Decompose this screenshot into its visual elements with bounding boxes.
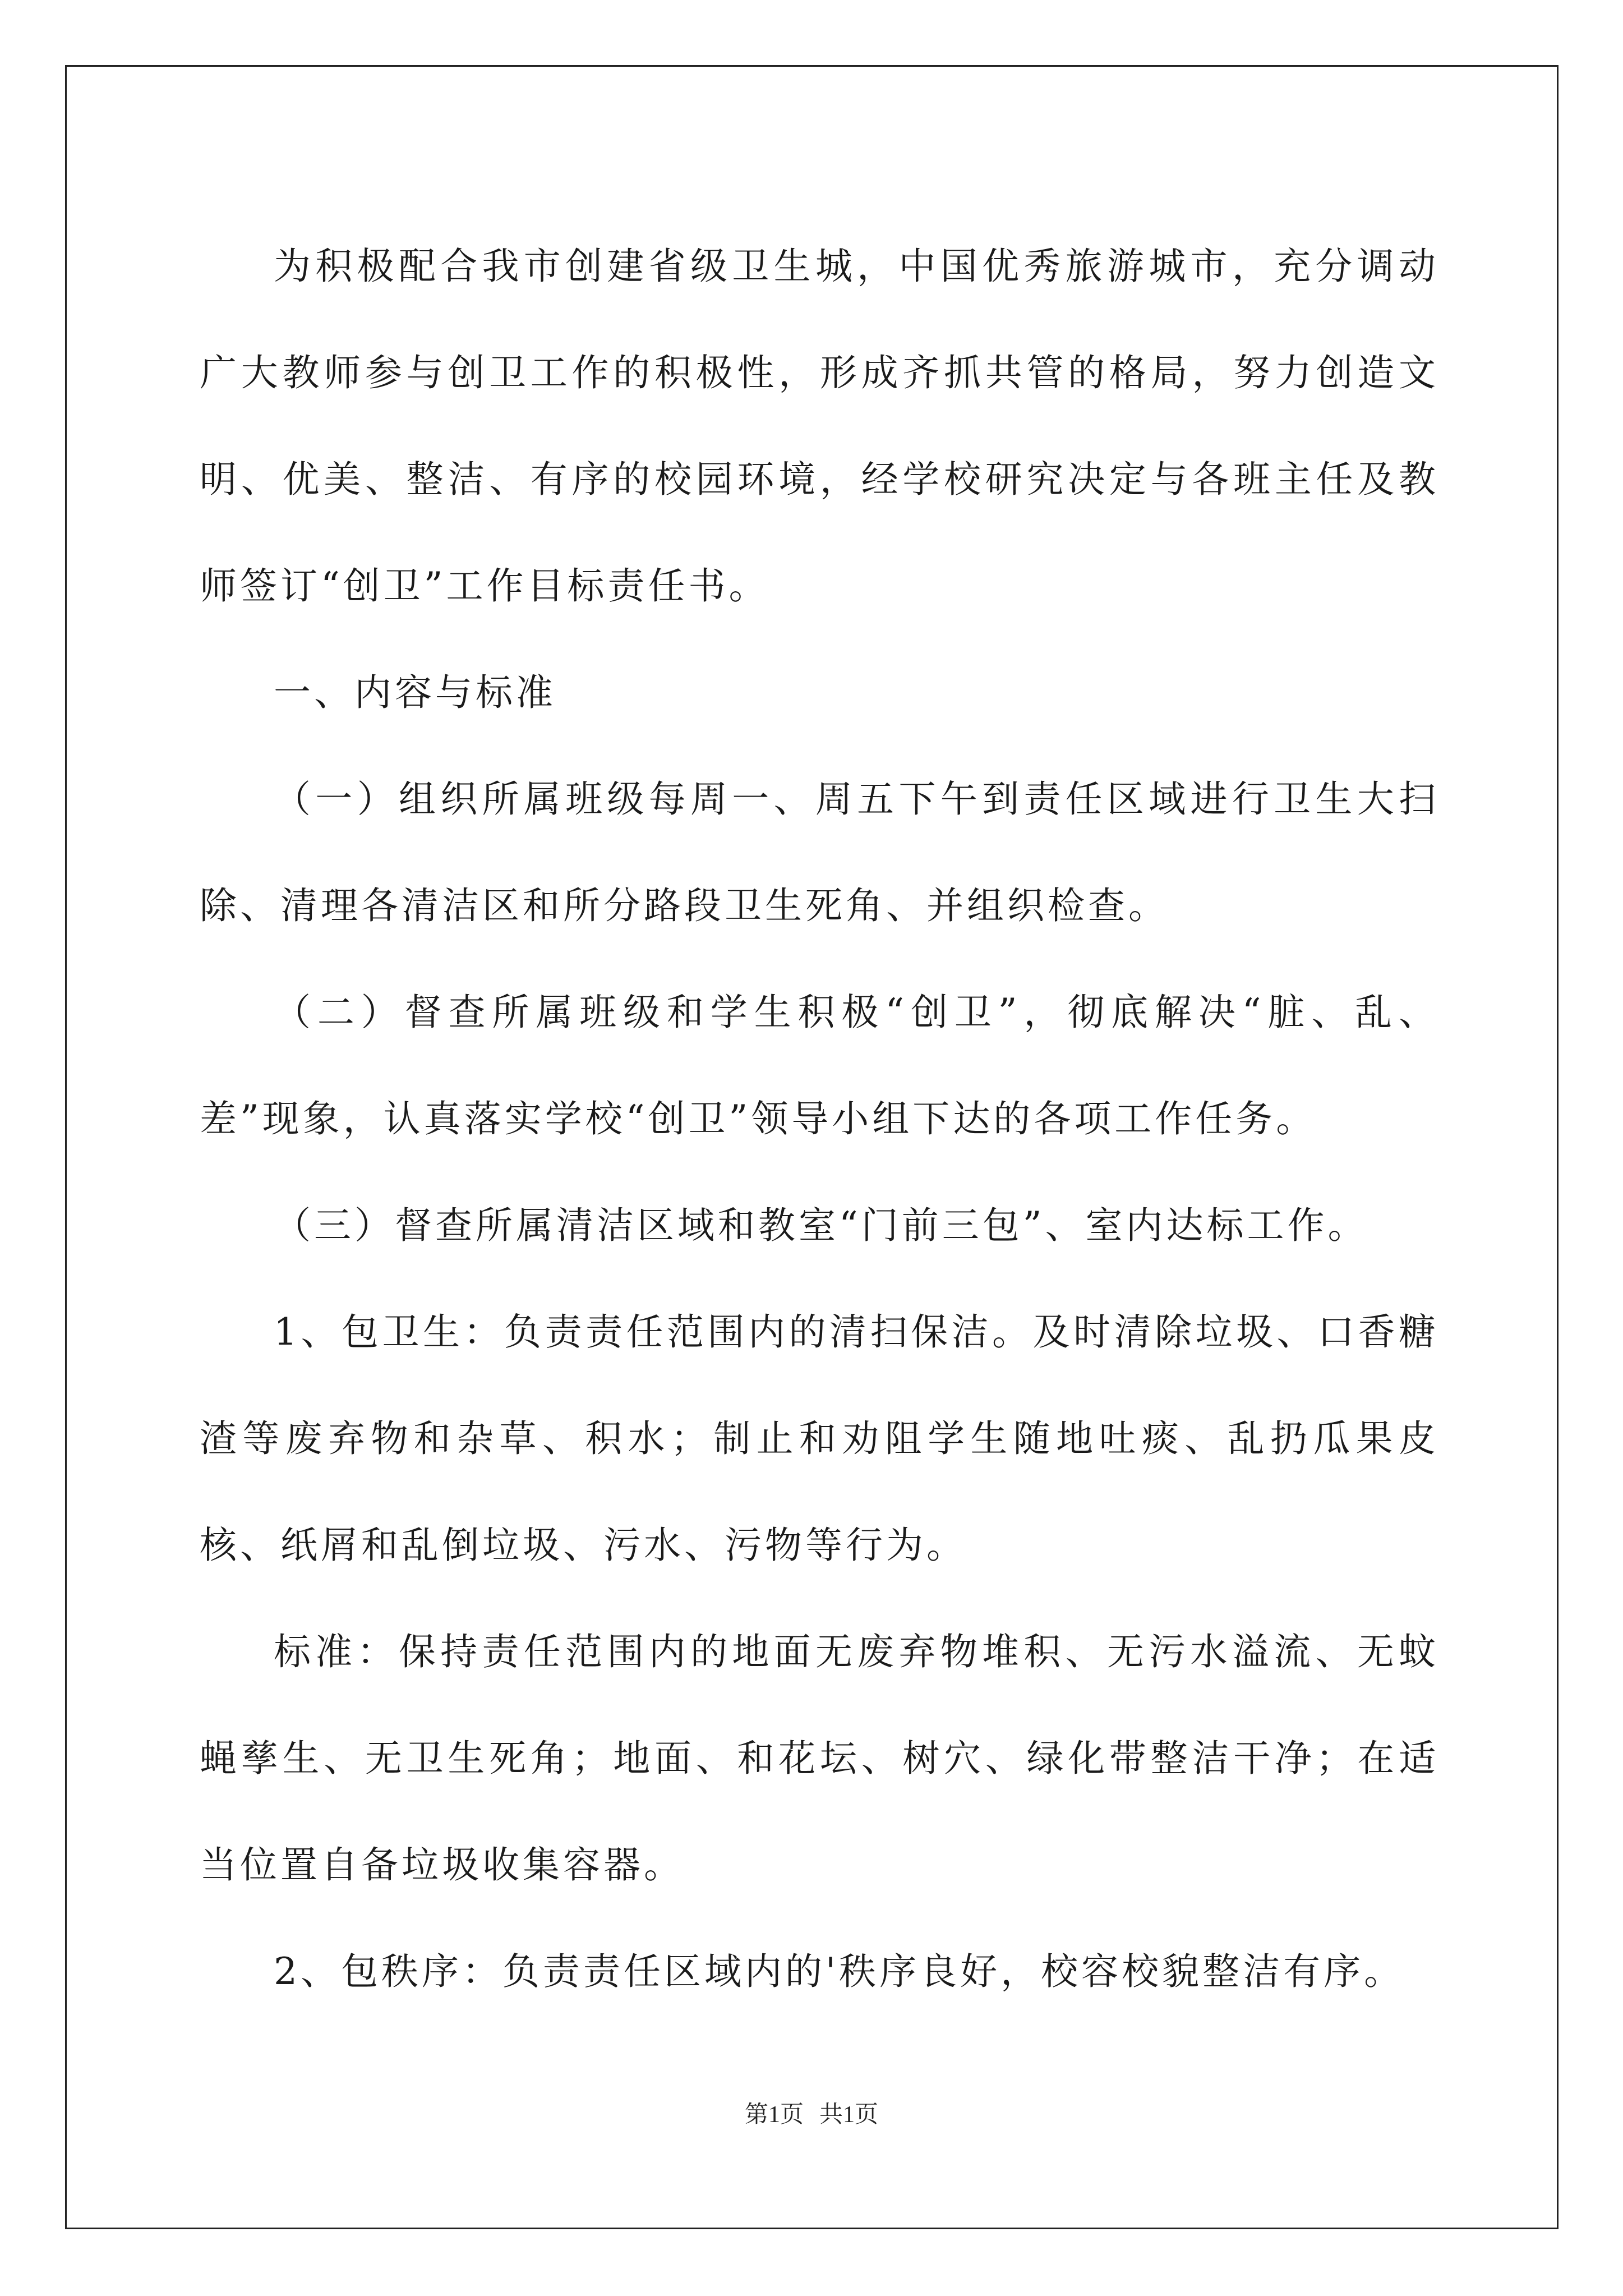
document-body	[200, 213, 1439, 2025]
item-paragraph: （二）督查所属班级和学生积极“创卫”，彻底解决“脏、乱、差”现象，认真落实学校“创卫”领导小组下达的各项工作任务。	[200, 991, 1439, 1140]
page-number: 第1页	[744, 2102, 804, 2128]
intro-paragraph: 为积极配合我市创建省级卫生城，中国优秀旅游城市，充分调动广大教师参与创卫工作的积极性，形成齐抓共管的格局，努力创造文明、优美、整洁、有序的校园环境，经学校研究决定与各班主任及教师签订“创卫”工作目标责任书。	[200, 245, 1439, 608]
section-heading: 一、内容与标准	[274, 671, 556, 714]
page-total: 共1页	[819, 2102, 879, 2128]
item-paragraph: （一）组织所属班级每周一、周五下午到责任区域进行卫生大扫除、清理各清洁区和所分路段卫生死角、并组织检查。	[200, 777, 1439, 927]
standard-paragraph: 标准：保持责任范围内的地面无废弃物堆积、无污水溢流、无蚊蝇孳生、无卫生死角；地面、和花坛、树穴、绿化带整洁干净；在适当位置自备垃圾收集容器。	[200, 1630, 1439, 1887]
item-paragraph: 2、包秩序：负责责任区域内的'秩序良好，校容校貌整洁有序。	[274, 1950, 1405, 1993]
item-paragraph: 1、包卫生：负责责任范围内的清扫保洁。及时清除垃圾、口香糖渣等废弃物和杂草、积水；制止和劝阻学生随地吐痰、乱扔瓜果皮核、纸屑和乱倒垃圾、污水、污物等行为。	[200, 1310, 1439, 1567]
item-paragraph: （三）督查所属清洁区域和教室“门前三包”、室内达标工作。	[274, 1204, 1368, 1247]
page-footer	[0, 2098, 1623, 2132]
